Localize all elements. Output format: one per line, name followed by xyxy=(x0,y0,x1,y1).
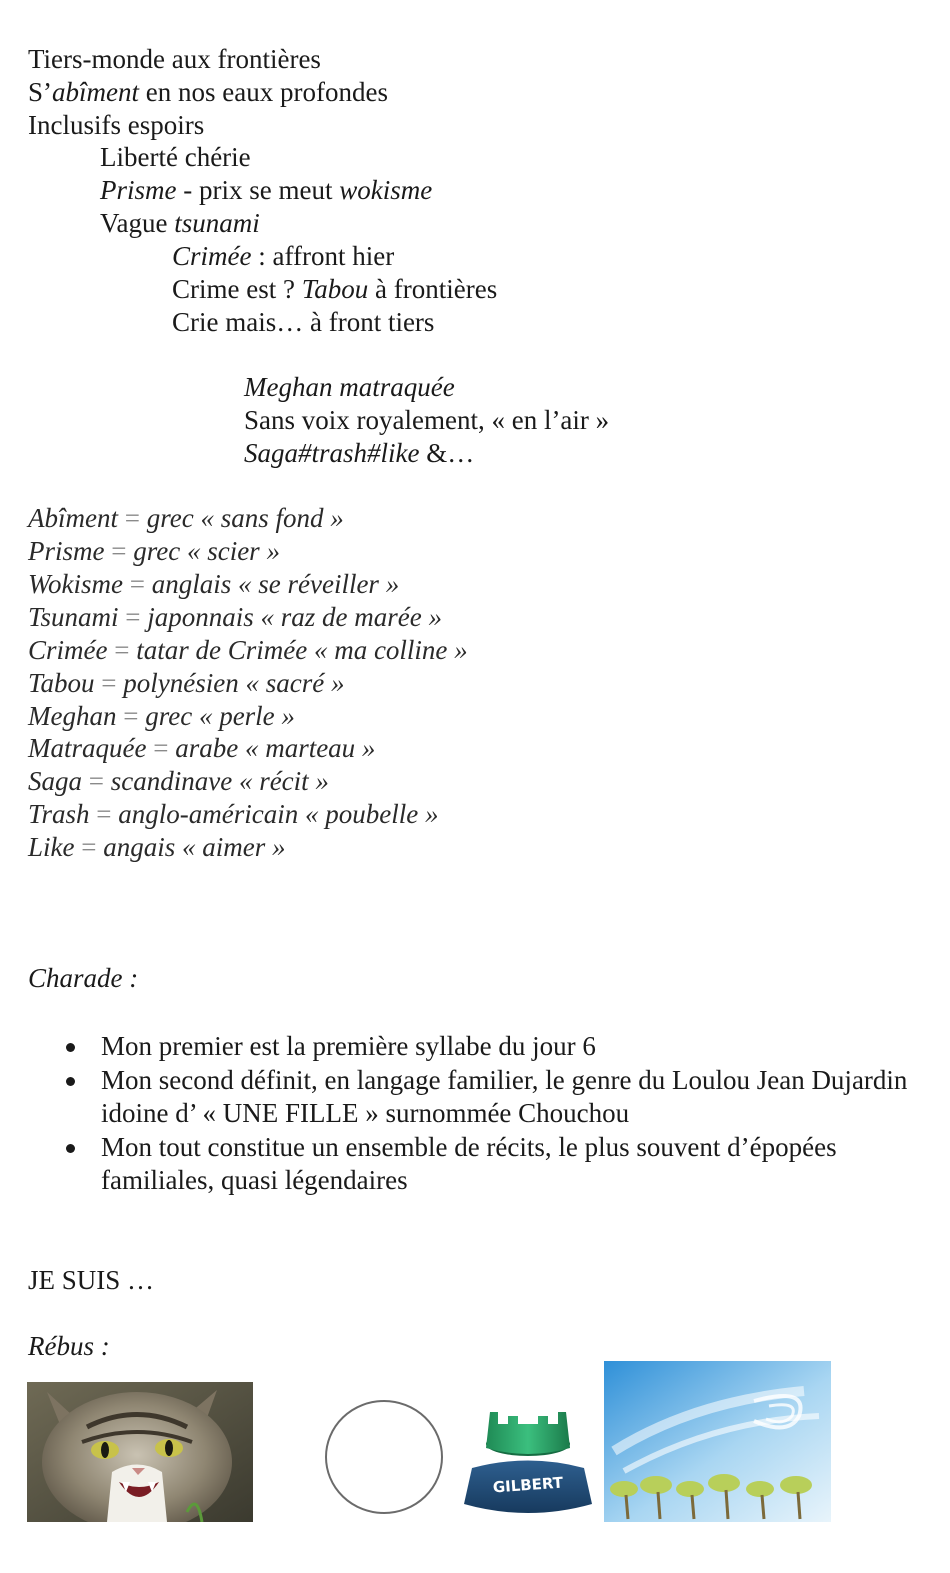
poem-line: Crie mais… à front tiers xyxy=(172,307,435,337)
glossary-entry: Tabou = polynésien « sacré » xyxy=(28,668,345,698)
poem-line: Liberté chérie xyxy=(100,142,251,172)
glossary-entry: Trash = anglo-américain « poubelle » xyxy=(28,799,439,829)
poem-line: Saga#trash#like &… xyxy=(244,438,475,468)
tee-brand-label: GILBERT xyxy=(492,1473,564,1497)
glossary-entry: Crimée = tatar de Crimée « ma colline » xyxy=(28,635,468,665)
list-item: Mon tout constitue un ensemble de récits, le plus souvent d’épopées familiales, quasi légendaires xyxy=(28,1131,908,1197)
list-item: Mon second définit, en langage familier, le genre du Loulou Jean Dujardin idoine d’ « UNE FILLE » surnommée Chouchou xyxy=(28,1064,908,1130)
bullet-icon xyxy=(66,1043,75,1052)
charade-list xyxy=(28,1030,908,1198)
poem-line: S’abîment en nos eaux profondes xyxy=(28,77,388,107)
answer-prompt: JE SUIS … xyxy=(28,1265,155,1295)
bullet-icon xyxy=(66,1144,75,1153)
glossary-entry: Saga = scandinave « récit » xyxy=(28,766,329,796)
poem-line: Crime est ? Tabou à frontières xyxy=(172,274,498,304)
glossary-entry: Matraquée = arabe « marteau » xyxy=(28,733,376,763)
glossary-entry: Like = angais « aimer » xyxy=(28,832,286,862)
poem-line: Sans voix royalement, « en l’air » xyxy=(244,405,610,435)
poem-line: Prisme - prix se meut wokisme xyxy=(100,175,433,205)
list-item: Mon premier est la première syllabe du jour 6 xyxy=(28,1030,908,1063)
wind-image xyxy=(604,1361,831,1522)
glossary-entry: Meghan = grec « perle » xyxy=(28,701,295,731)
poem-line: Meghan matraquée xyxy=(244,372,455,402)
rebus-heading: Rébus : xyxy=(28,1331,110,1361)
poem-line: Tiers-monde aux frontières xyxy=(28,44,321,74)
cat-image xyxy=(27,1382,253,1522)
circle-image xyxy=(322,1398,446,1518)
glossary-entry: Abîment = grec « sans fond » xyxy=(28,503,344,533)
kicking-tee-image xyxy=(462,1398,594,1518)
bullet-icon xyxy=(66,1077,75,1086)
poem-line: Vague tsunami xyxy=(100,208,260,238)
glossary-entry: Tsunami = japonnais « raz de marée » xyxy=(28,602,443,632)
poem-line: Inclusifs espoirs xyxy=(28,110,205,140)
glossary-entry: Prisme = grec « scier » xyxy=(28,536,280,566)
poem-line: Crimée : affront hier xyxy=(172,241,395,271)
glossary-entry: Wokisme = anglais « se réveiller » xyxy=(28,569,400,599)
charade-heading: Charade : xyxy=(28,963,139,993)
